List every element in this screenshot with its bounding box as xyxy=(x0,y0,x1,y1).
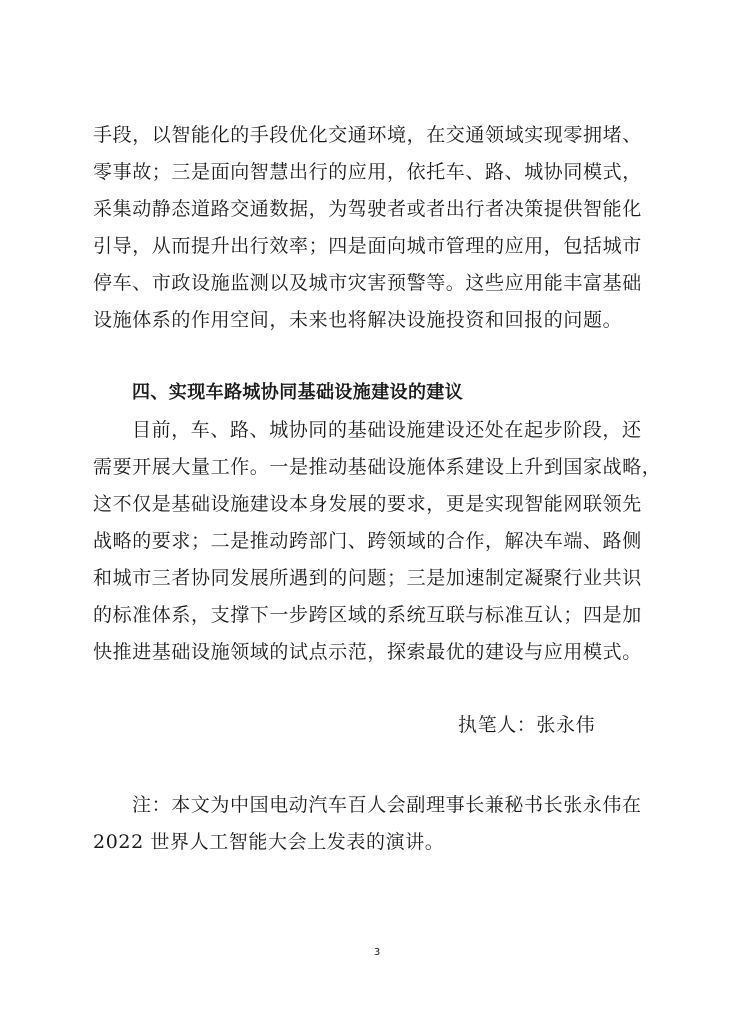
section4-line-5: 和城市三者协同发展所遇到的问题；三是加速制定凝聚行业共识 xyxy=(93,567,642,589)
section4-line-6: 的标准体系，支撑下一步跨区域的系统互联与标准互认；四是加 xyxy=(93,604,642,626)
section4-line-4: 战略的要求；二是推动跨部门、跨领域的合作，解决车端、路侧 xyxy=(93,530,642,552)
paragraph1-line-5: 停车、市政设施监测以及城市灾害预警等。这些应用能丰富基础 xyxy=(93,272,642,294)
section-heading: 四、实现车路城协同基础设施建设的建议 xyxy=(132,382,464,403)
page-number: 3 xyxy=(373,947,381,958)
section4-line-1: 目前，车、路、城协同的基础设施建设还处在起步阶段，还 xyxy=(132,419,642,441)
paragraph1-line-6: 设施体系的作用空间，未来也将解决设施投资和回报的问题。 xyxy=(93,309,623,331)
paragraph1-line-2: 零事故；三是面向智慧出行的应用，依托车、路、城协同模式， xyxy=(93,161,642,183)
paragraph1-line-1: 手段，以智能化的手段优化交通环境，在交通领域实现零拥堵、 xyxy=(93,124,642,146)
note-line-1: 注：本文为中国电动汽车百人会副理事长兼秘书长张永伟在 xyxy=(132,794,642,816)
paragraph1-line-4: 引导，从而提升出行效率；四是面向城市管理的应用，包括城市 xyxy=(93,235,642,257)
section4-line-3: 这不仅是基础设施建设本身发展的要求，更是实现智能网联领先 xyxy=(93,493,642,515)
section4-line-7: 快推进基础设施领域的试点示范，探索最优的建设与应用模式。 xyxy=(93,641,642,663)
section4-line-2: 需要开展大量工作。一是推动基础设施体系建设上升到国家战略， xyxy=(93,456,662,478)
author-signature: 执笔人：张永伟 xyxy=(458,714,596,736)
note-line-2: 2022 世界人工智能大会上发表的演讲。 xyxy=(93,831,445,853)
paragraph1-line-3: 采集动静态道路交通数据，为驾驶者或者出行者决策提供智能化 xyxy=(93,198,642,220)
